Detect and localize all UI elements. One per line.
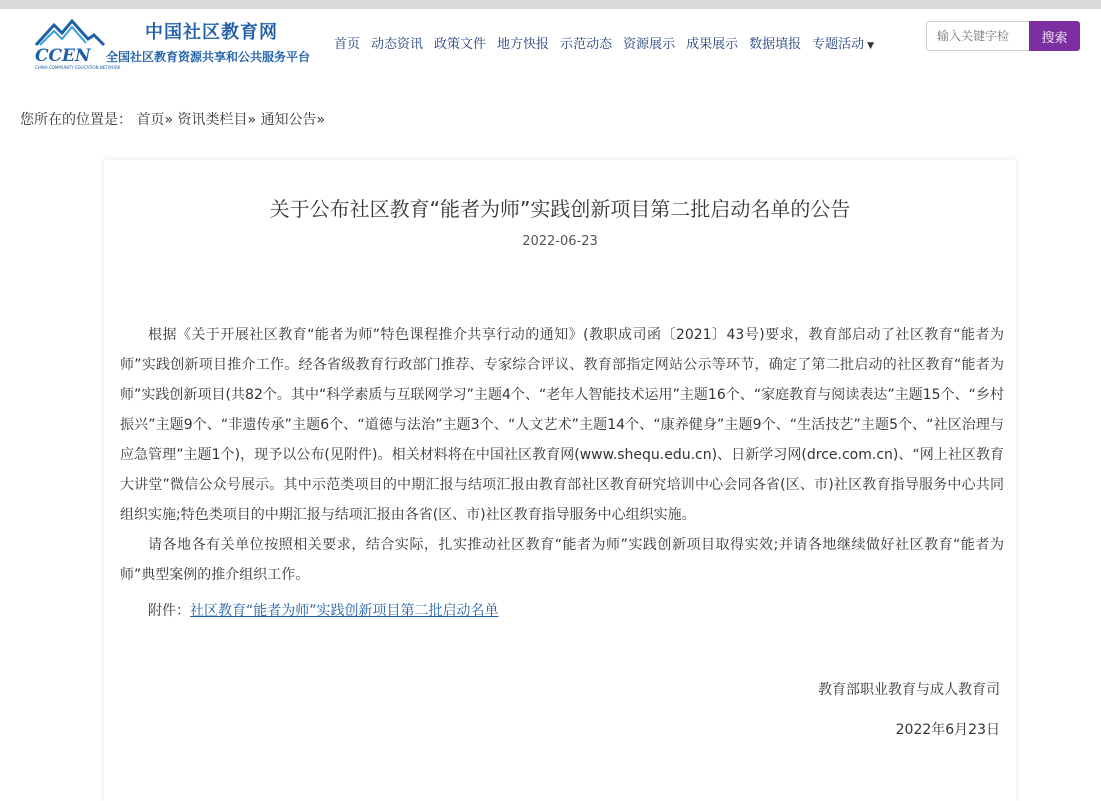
attachment-line bbox=[120, 596, 1004, 626]
attachment-link[interactable]: 社区教育“能者为师”实践创新项目第二批启动名单 bbox=[190, 603, 499, 619]
article-body bbox=[120, 320, 1004, 626]
nav-topics-label: 专题活动 bbox=[812, 37, 865, 52]
nav-topics[interactable] bbox=[812, 33, 874, 52]
nav-resources[interactable]: 资源展示 bbox=[623, 37, 676, 52]
article-title: 关于公布社区教育“能者为师”实践创新项目第二批启动名单的公告 bbox=[269, 197, 851, 221]
article-signature: 教育部职业教育与成人教育司 bbox=[818, 682, 1000, 698]
nav-home[interactable]: 首页 bbox=[334, 37, 361, 52]
site-name: 中国社区教育网 bbox=[145, 22, 278, 43]
nav-demo[interactable]: 示范动态 bbox=[560, 37, 613, 52]
logo-mark-text: CCEN bbox=[35, 46, 91, 66]
caret-down-icon: ▼ bbox=[867, 41, 875, 51]
logo-small-text: CHINA COMMUNITY EDUCATION NETWORK bbox=[35, 65, 121, 70]
article-sign-date: 2022年6月23日 bbox=[895, 722, 1000, 738]
ccen-logo-icon bbox=[32, 15, 121, 71]
article-date: 2022-06-23 bbox=[522, 234, 598, 249]
breadcrumb bbox=[20, 109, 325, 129]
search-box bbox=[926, 21, 1080, 51]
main-nav bbox=[334, 33, 885, 52]
article-card bbox=[104, 160, 1016, 801]
top-border bbox=[0, 0, 1101, 9]
breadcrumb-category[interactable]: 资讯类栏目 bbox=[177, 112, 248, 128]
breadcrumb-separator: » bbox=[316, 112, 326, 128]
breadcrumb-prefix: 您所在的位置是： bbox=[20, 112, 132, 128]
nav-achievements[interactable]: 成果展示 bbox=[686, 37, 739, 52]
nav-policy[interactable]: 政策文件 bbox=[434, 37, 487, 52]
breadcrumb-separator: » bbox=[247, 112, 257, 128]
article-paragraph: 请各地各有关单位按照相关要求，结合实际，扎实推动社区教育“能者为师”实践创新项目取得实效;并请各地继续做好社区教育“能者为师”典型案例的推介组织工作。 bbox=[120, 537, 1004, 583]
nav-data-entry[interactable]: 数据填报 bbox=[749, 37, 802, 52]
site-subtitle: 全国社区教育资源共享和公共服务平台 bbox=[106, 50, 311, 64]
search-input[interactable] bbox=[926, 21, 1029, 51]
search-button[interactable]: 搜索 bbox=[1029, 21, 1080, 51]
attachment-label: 附件： bbox=[148, 603, 190, 619]
breadcrumb-home[interactable]: 首页 bbox=[136, 112, 165, 128]
article-paragraph: 根据《关于开展社区教育“能者为师”特色课程推介共享行动的通知》(教职成司函〔2021〕43号)要求，教育部启动了社区教育“能者为师”实践创新项目推介工作。经各省级教育行政部门推荐、专家综合评议、教育部指定网站公示等环节，确定了第二批启动的社区教育“能者为师”实践创新项目(共82个。其中“科学素质与互联网学习”主题4个、“老年人智能技术运用”主题16个、“家庭教育与阅读表达”主题15个、“乡村振兴”主题9个、“非遗传承”主题6个、“道德与法治”主题3个、“人文艺术”主题14个、“康养健身”主题9个、“生活技艺”主题5个、“社区治理与应急管理”主题1个)，现予以公布(见附件)。相关材料将在中国社区教育网(www.shequ.edu.cn)、日新学习网(drce.com.cn)、“网上社区教育大讲堂”微信公众号展示。其中示范类项目的中期汇报与结项汇报由教育部社区教育研究培训中心会同各省(区、市)社区教育指导服务中心共同组织实施;特色类项目的中期汇报与结项汇报由各省(区、市)社区教育指导服务中心组织实施。 bbox=[120, 327, 1004, 523]
site-logo[interactable] bbox=[30, 13, 320, 73]
breadcrumb-separator: » bbox=[164, 112, 174, 128]
breadcrumb-notices[interactable]: 通知公告 bbox=[260, 112, 317, 128]
site-header bbox=[0, 9, 1101, 79]
nav-news[interactable]: 动态资讯 bbox=[371, 37, 424, 52]
nav-local-news[interactable]: 地方快报 bbox=[497, 37, 550, 52]
